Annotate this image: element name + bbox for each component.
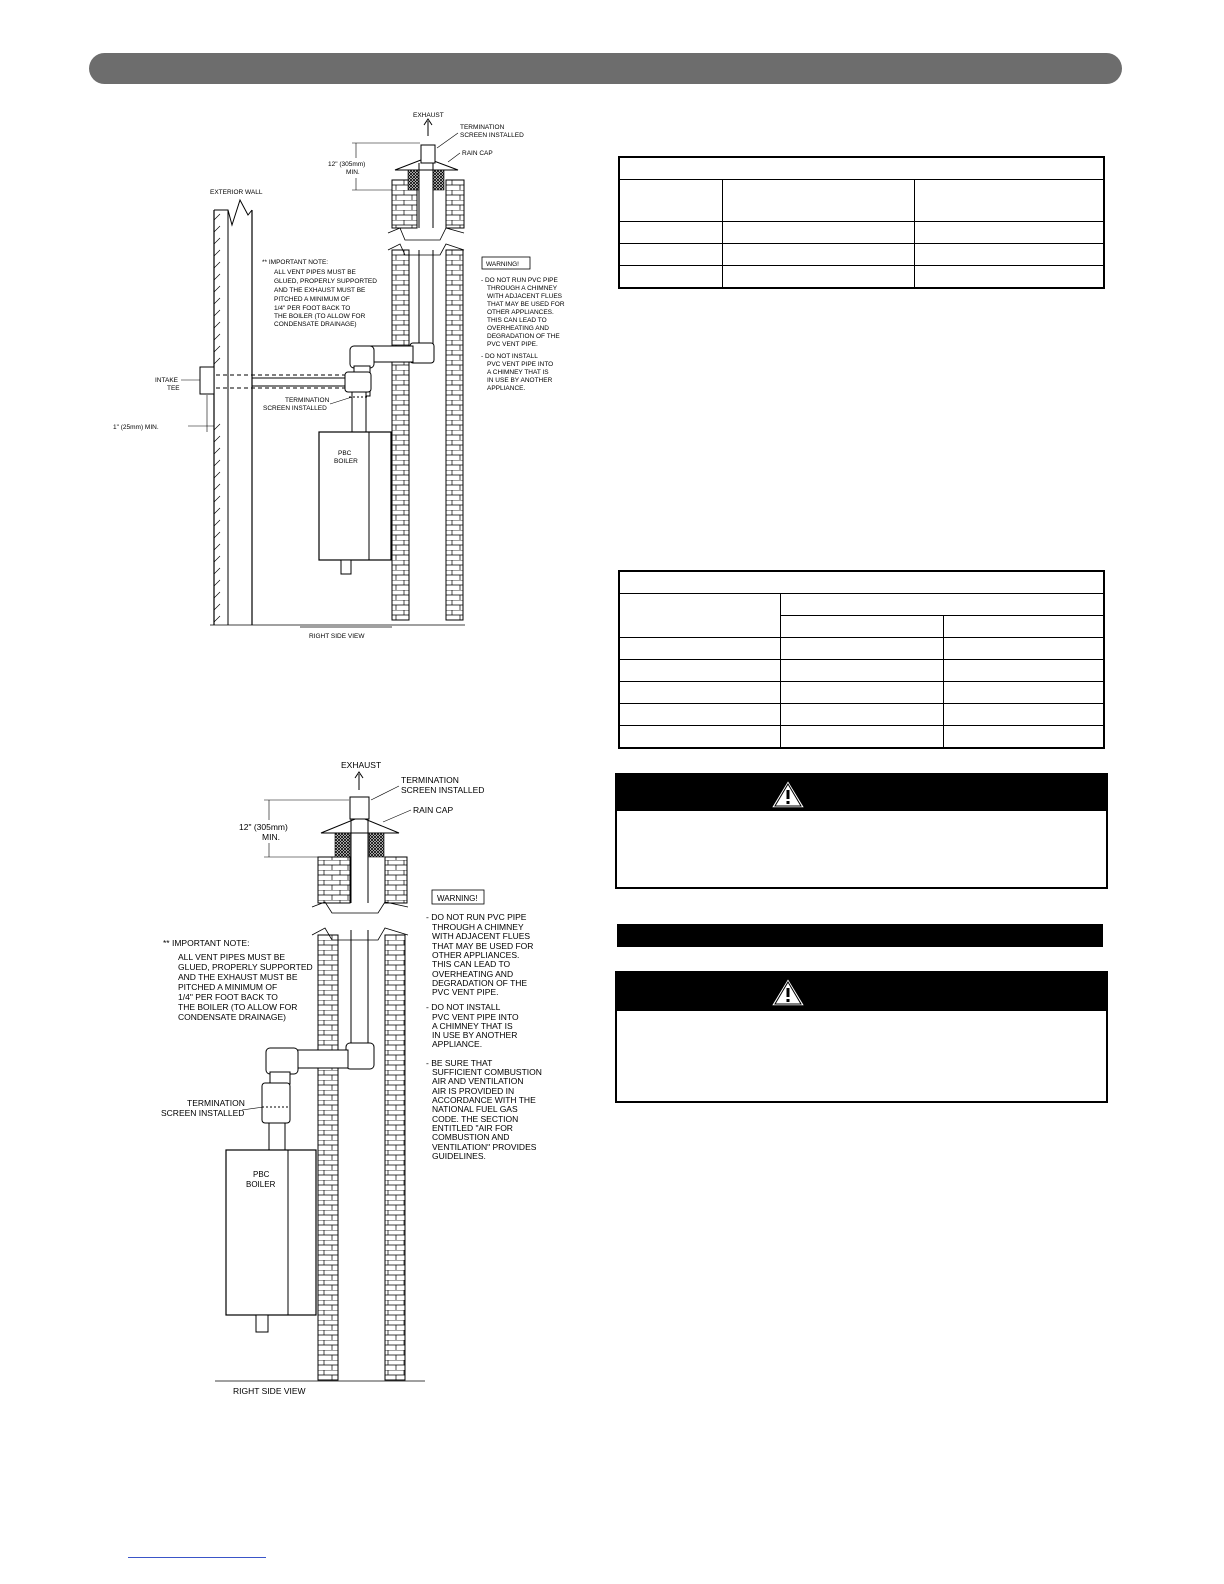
section-heading-bar — [617, 924, 1103, 947]
warning-box-1 — [615, 773, 1108, 889]
warning-box-2 — [615, 971, 1108, 1103]
svg-text:- DO NOT INSTALL: - DO NOT INSTALL — [481, 353, 538, 360]
svg-text:CODE. THE SECTION: CODE. THE SECTION — [432, 1114, 519, 1124]
termination-screen-lower-bottom-2: SCREEN INSTALLED — [161, 1108, 245, 1118]
table-2 — [618, 570, 1105, 749]
boiler-label-top-2: BOILER — [334, 458, 358, 465]
svg-text:SUFFICIENT COMBUSTION: SUFFICIENT COMBUSTION — [432, 1067, 542, 1077]
table-row — [619, 682, 1104, 704]
svg-text:OTHER APPLIANCES.: OTHER APPLIANCES. — [487, 309, 554, 316]
svg-text:ALL VENT PIPES MUST BE: ALL VENT PIPES MUST BE — [274, 269, 356, 276]
important-note-title-top: ** IMPORTANT NOTE: — [262, 259, 329, 266]
footer-link-underline — [128, 1557, 266, 1558]
exhaust-label-bottom: EXHAUST — [341, 760, 382, 770]
svg-text:GLUED, PROPERLY SUPPORTED: GLUED, PROPERLY SUPPORTED — [274, 278, 377, 285]
svg-text:THIS CAN LEAD TO: THIS CAN LEAD TO — [432, 959, 511, 969]
table-row — [619, 704, 1104, 726]
min-height-label-top-1: 12" (305mm) — [328, 161, 366, 168]
warning-triangle-icon — [769, 976, 807, 1008]
termination-screen-label-bottom-1: TERMINATION — [401, 775, 459, 785]
table-1-header-cell — [723, 179, 915, 221]
svg-text:PITCHED A MINIMUM OF: PITCHED A MINIMUM OF — [178, 982, 278, 992]
warning-box-2-header — [617, 973, 1106, 1011]
svg-text:ACCORDANCE WITH THE: ACCORDANCE WITH THE — [432, 1095, 536, 1105]
warning-label-top: WARNING! — [486, 261, 519, 268]
svg-text:APPLIANCE.: APPLIANCE. — [487, 385, 526, 392]
svg-text:THE BOILER (TO ALLOW FOR: THE BOILER (TO ALLOW FOR — [178, 1002, 298, 1012]
boiler-bottom — [226, 1150, 316, 1332]
boiler-label-top-1: PBC — [338, 450, 352, 457]
svg-text:AIR AND VENTILATION: AIR AND VENTILATION — [432, 1076, 524, 1086]
svg-text:COMBUSTION AND: COMBUSTION AND — [432, 1132, 510, 1142]
warning-triangle-icon — [769, 778, 807, 810]
svg-text:VENTILATION" PROVIDES: VENTILATION" PROVIDES — [432, 1142, 537, 1152]
table-row — [619, 637, 1104, 659]
boiler-label-bottom-2: BOILER — [246, 1180, 276, 1189]
table-2-subheader-cell — [781, 615, 944, 637]
rain-cap-label-bottom: RAIN CAP — [413, 805, 454, 815]
svg-text:IN USE BY ANOTHER: IN USE BY ANOTHER — [432, 1030, 518, 1040]
svg-text:THROUGH A CHIMNEY: THROUGH A CHIMNEY — [432, 922, 524, 932]
svg-text:WITH ADJACENT FLUES: WITH ADJACENT FLUES — [432, 931, 531, 941]
svg-text:PVC VENT PIPE.: PVC VENT PIPE. — [487, 341, 538, 348]
svg-text:GLUED, PROPERLY SUPPORTED: GLUED, PROPERLY SUPPORTED — [178, 962, 313, 972]
table-2-header-cell — [781, 593, 1105, 615]
exterior-wall-label: EXTERIOR WALL — [210, 189, 263, 196]
table-row — [619, 221, 1104, 243]
table-1-title-row — [619, 157, 1104, 179]
svg-text:OVERHEATING AND: OVERHEATING AND — [487, 325, 550, 332]
min-height-label-bottom-2: MIN. — [262, 832, 280, 842]
svg-text:- DO NOT INSTALL: - DO NOT INSTALL — [426, 1002, 501, 1012]
exhaust-label-top: EXHAUST — [413, 112, 444, 119]
termination-screen-lower-bottom-1: TERMINATION — [187, 1098, 245, 1108]
svg-text:DEGRADATION OF THE: DEGRADATION OF THE — [487, 333, 560, 340]
termination-screen-lower-top-2: SCREEN INSTALLED — [263, 405, 327, 412]
figure-caption-bottom: RIGHT SIDE VIEW — [233, 1386, 306, 1396]
table-1-header-cell — [915, 179, 1105, 221]
svg-text:PVC VENT PIPE.: PVC VENT PIPE. — [432, 987, 499, 997]
svg-text:1/4" PER FOOT BACK TO: 1/4" PER FOOT BACK TO — [178, 992, 278, 1002]
table-row — [619, 660, 1104, 682]
svg-text:1/4" PER FOOT BACK TO: 1/4" PER FOOT BACK TO — [274, 305, 351, 312]
svg-text:AND THE EXHAUST MUST BE: AND THE EXHAUST MUST BE — [178, 972, 298, 982]
table-2-title-row — [619, 571, 1104, 593]
svg-text:WITH ADJACENT FLUES: WITH ADJACENT FLUES — [487, 293, 563, 300]
warning-notes-bottom — [426, 912, 542, 1161]
svg-text:DEGRADATION OF THE: DEGRADATION OF THE — [432, 978, 528, 988]
svg-text:PITCHED A MINIMUM OF: PITCHED A MINIMUM OF — [274, 296, 350, 303]
svg-text:OVERHEATING AND: OVERHEATING AND — [432, 969, 514, 979]
svg-text:A CHIMNEY THAT IS: A CHIMNEY THAT IS — [487, 369, 549, 376]
svg-text:AND THE EXHAUST MUST BE: AND THE EXHAUST MUST BE — [274, 287, 366, 294]
figure-caption-top: RIGHT SIDE VIEW — [309, 633, 365, 640]
table-row — [619, 726, 1104, 748]
table-2-header-cell — [619, 593, 781, 637]
svg-text:APPLIANCE.: APPLIANCE. — [432, 1039, 483, 1049]
rain-cap-label-top: RAIN CAP — [462, 150, 493, 157]
svg-text:THE BOILER (TO ALLOW FOR: THE BOILER (TO ALLOW FOR — [274, 313, 366, 320]
svg-text:CONDENSATE DRAINAGE): CONDENSATE DRAINAGE) — [274, 321, 357, 328]
table-row — [619, 244, 1104, 266]
table-2-subheader-cell — [944, 615, 1105, 637]
svg-text:ALL VENT PIPES MUST BE: ALL VENT PIPES MUST BE — [178, 952, 286, 962]
svg-text:OTHER APPLIANCES.: OTHER APPLIANCES. — [432, 950, 520, 960]
warning-label-bottom: WARNING! — [437, 894, 478, 903]
svg-text:CONDENSATE DRAINAGE): CONDENSATE DRAINAGE) — [178, 1012, 286, 1022]
svg-text:GUIDELINES.: GUIDELINES. — [432, 1151, 486, 1161]
svg-text:IN USE BY ANOTHER: IN USE BY ANOTHER — [487, 377, 553, 384]
min-clearance-label: 1" (25mm) MIN. — [113, 424, 159, 431]
svg-text:- DO NOT RUN PVC PIPE: - DO NOT RUN PVC PIPE — [481, 277, 558, 284]
svg-text:PVC VENT PIPE INTO: PVC VENT PIPE INTO — [432, 1012, 519, 1022]
svg-text:THROUGH A CHIMNEY: THROUGH A CHIMNEY — [487, 285, 558, 292]
svg-text:PVC VENT PIPE INTO: PVC VENT PIPE INTO — [487, 361, 554, 368]
warning-box-1-header — [617, 775, 1106, 811]
termination-screen-lower-top-1: TERMINATION — [285, 397, 330, 404]
svg-text:A CHIMNEY THAT IS: A CHIMNEY THAT IS — [432, 1021, 513, 1031]
boiler-label-bottom-1: PBC — [253, 1170, 270, 1179]
intake-tee-label-2: TEE — [167, 385, 180, 392]
svg-text:NATIONAL FUEL GAS: NATIONAL FUEL GAS — [432, 1104, 518, 1114]
chimney-main-bottom — [312, 928, 408, 1380]
chimney-top-section-bottom — [312, 772, 408, 913]
svg-text:- BE SURE THAT: - BE SURE THAT — [426, 1058, 493, 1068]
min-height-label-bottom-1: 12" (305mm) — [239, 822, 288, 832]
termination-screen-label-top-1: TERMINATION — [460, 124, 505, 131]
important-note-title-bottom: ** IMPORTANT NOTE: — [163, 938, 250, 948]
svg-text:THIS CAN LEAD TO: THIS CAN LEAD TO — [487, 317, 547, 324]
svg-text:ENTITLED "AIR FOR: ENTITLED "AIR FOR — [432, 1123, 513, 1133]
svg-text:AIR IS PROVIDED IN: AIR IS PROVIDED IN — [432, 1086, 515, 1096]
table-1-header-cell — [619, 179, 723, 221]
termination-screen-label-top-2: SCREEN INSTALLED — [460, 132, 524, 139]
table-1 — [618, 156, 1105, 289]
table-row — [619, 266, 1104, 288]
svg-text:THAT MAY BE USED FOR: THAT MAY BE USED FOR — [487, 301, 565, 308]
termination-screen-label-bottom-2: SCREEN INSTALLED — [401, 785, 485, 795]
svg-text:- DO NOT RUN PVC PIPE: - DO NOT RUN PVC PIPE — [426, 912, 527, 922]
svg-text:THAT MAY BE USED FOR: THAT MAY BE USED FOR — [432, 941, 534, 951]
important-note-body-bottom — [178, 952, 313, 1022]
min-height-label-top-2: MIN. — [346, 169, 360, 176]
intake-tee-label-1: INTAKE — [155, 377, 178, 384]
